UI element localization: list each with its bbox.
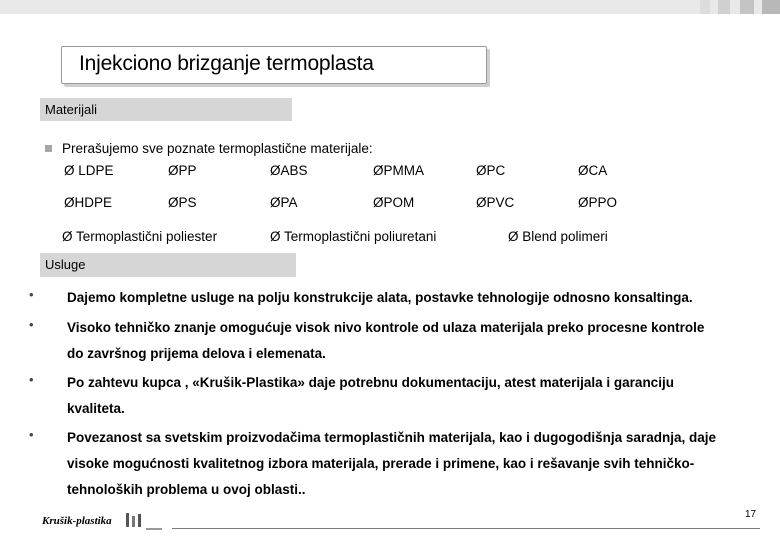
usluge-item-3-line-1: Po zahtevu kupca , «Krušik-Plastika» daje potrebnu dokumentaciju, atest materijala i garanciju: [67, 375, 674, 390]
material-ps: ØPS: [168, 195, 197, 210]
bullet-dot-icon: •: [29, 287, 34, 302]
company-logo: [42, 510, 172, 534]
bullet-dot-icon: •: [29, 427, 34, 442]
usluge-item-4-line-3: tehnoloških problema u ovoj oblasti..: [67, 482, 306, 497]
usluge-item-4-line-2: visoke mogućnosti kvalitetnog izbora materijala, prerade i primene, kao i rešavanje svih tehničko-: [67, 456, 695, 471]
material-hdpe: ØHDPE: [64, 195, 113, 210]
top-decorative-bar: [0, 0, 780, 14]
bar-segment: [740, 0, 754, 14]
material-pmma: ØPMMA: [373, 163, 425, 178]
usluge-item-2-line-2: do završnog prijema delova i elemenata.: [67, 346, 326, 361]
page-title: Injekciono brizganje termoplasta: [79, 52, 374, 75]
intro-text: Prerašujemo sve poznate termoplastične materijale:: [62, 141, 373, 156]
logo-mark: [138, 514, 141, 527]
material-termoplasticni-poliuretani: Ø Termoplastični poliuretani: [270, 229, 437, 244]
material-pom: ØPOM: [373, 195, 415, 210]
material-abs: ØABS: [270, 163, 308, 178]
page-number: 17: [745, 509, 757, 520]
material-pp: ØPP: [168, 163, 197, 178]
material-pvc: ØPVC: [476, 195, 515, 210]
logo-mark: [126, 513, 129, 527]
usluge-item-4-line-1: Povezanost sa svetskim proizvodačima termoplastičnih materijala, kao i dugogodišnja saradnja, daje: [67, 430, 716, 445]
material-ca: ØCA: [578, 163, 608, 178]
material-pa: ØPA: [270, 195, 298, 210]
bullet-dot-icon: •: [29, 372, 34, 387]
logo-mark: [132, 516, 135, 527]
material-ppo: ØPPO: [578, 195, 618, 210]
bar-segment: [700, 0, 710, 14]
square-bullet-icon: [45, 145, 52, 152]
logo-underline: [146, 528, 162, 530]
usluge-item-2-line-1: Visoko tehničko znanje omogućuje visok nivo kontrole od ulaza materijala preko procesne kontrole: [67, 320, 705, 335]
material-termoplasticni-poliester: Ø Termoplastični poliester: [62, 229, 218, 244]
material-blend-polimeri: Ø Blend polimeri: [508, 229, 608, 244]
intro-line: [45, 141, 373, 156]
section-label-materijali: Materijali: [40, 98, 292, 121]
bullet-dot-icon: •: [29, 317, 34, 332]
material-ldpe: Ø LDPE: [64, 163, 114, 178]
footer-divider: [172, 528, 760, 529]
material-pc: ØPC: [476, 163, 506, 178]
usluge-item-3-line-2: kvaliteta.: [67, 401, 125, 416]
logo-text: Krušik-plastika: [42, 515, 112, 527]
title-box: [61, 46, 487, 84]
bar-segment: [762, 0, 780, 14]
section-label-usluge: Usluge: [40, 253, 296, 277]
usluge-item-1: Dajemo kompletne usluge na polju konstrukcije alata, postavke tehnologije odnosno konsaltinga.: [67, 290, 693, 305]
bar-segment: [718, 0, 730, 14]
